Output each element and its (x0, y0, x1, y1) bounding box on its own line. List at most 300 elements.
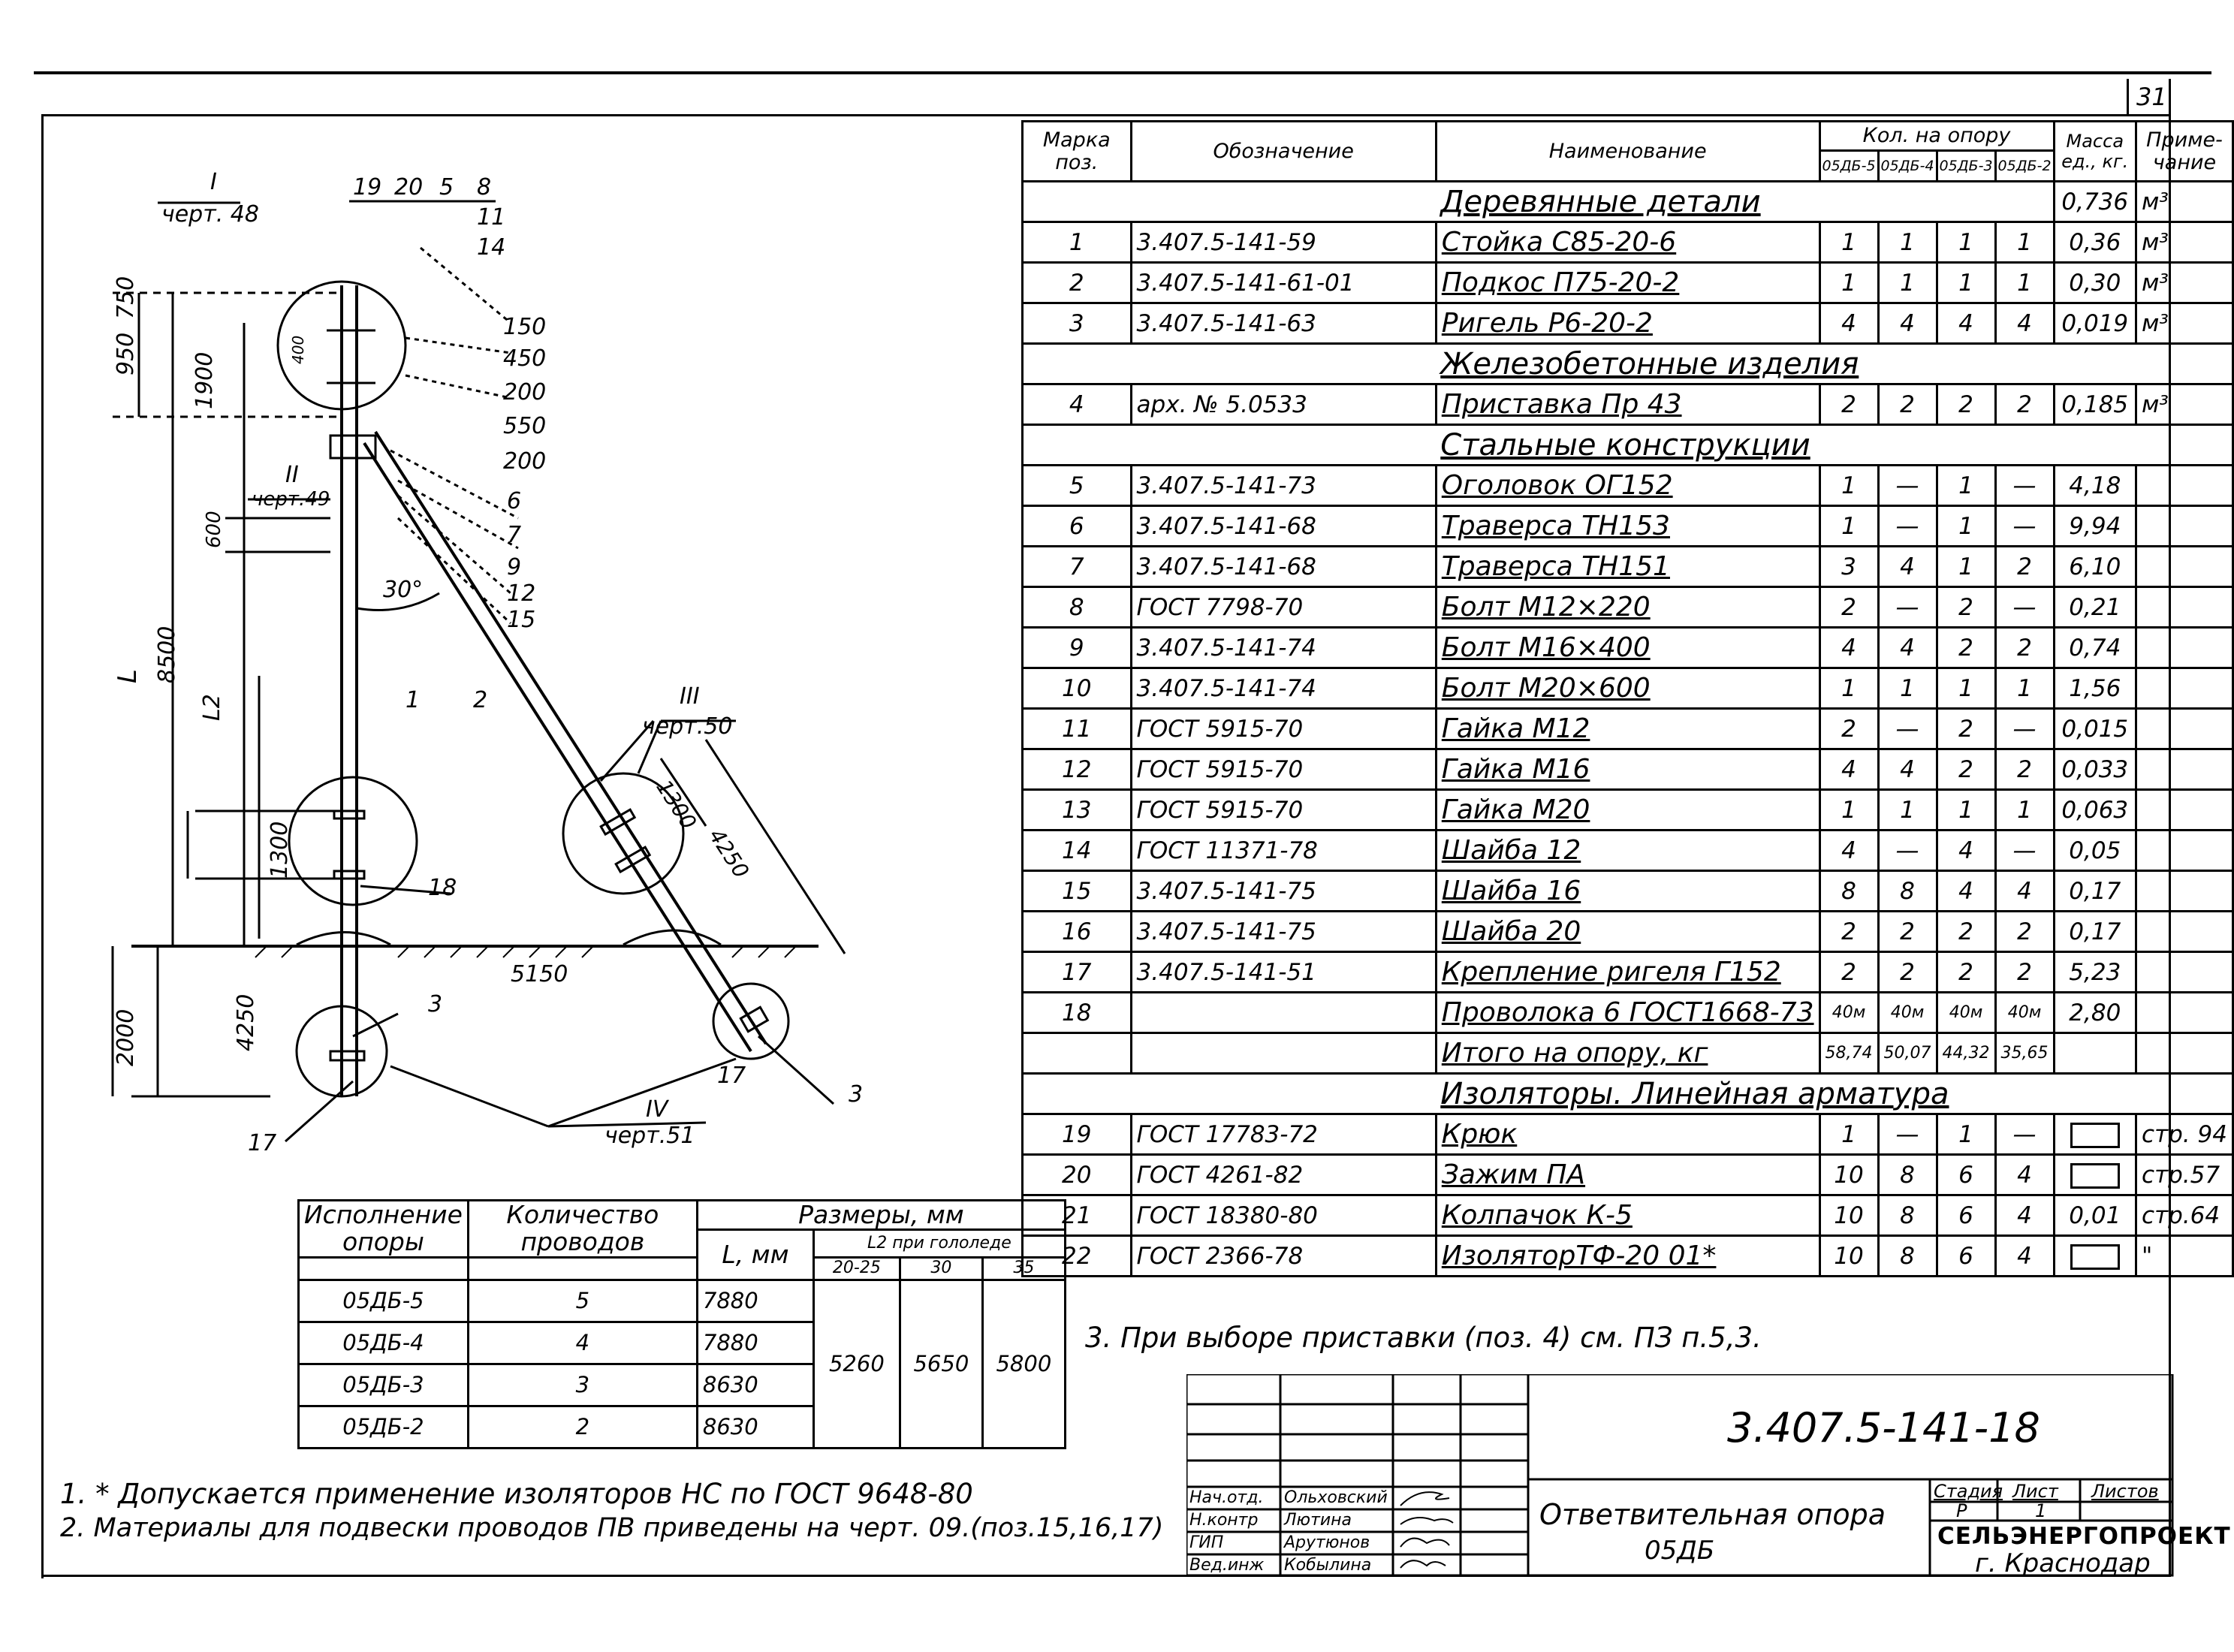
dim-1900: 1900 (191, 351, 218, 409)
cell-pos: 18 (1023, 993, 1132, 1033)
cell-qty: 1 (1937, 263, 1995, 303)
cell-qty: 2 (1878, 952, 1937, 993)
cell-qty: 2 (1819, 952, 1878, 993)
table-row (1023, 547, 2233, 587)
cell-note (2136, 749, 2233, 790)
org-name: СЕЛЬЭНЕРГОПРОЕКТ (1937, 1523, 2231, 1550)
role-3: ГИП (1189, 1533, 1224, 1552)
ice-20-25: 20-25 (813, 1257, 900, 1280)
mark-11: 11 (477, 204, 506, 231)
dim-8500: 8500 (154, 626, 180, 683)
top-mark-8: 8 (477, 174, 492, 200)
cell-mass (2054, 1236, 2136, 1277)
name-1: Ольховский (1284, 1488, 1388, 1507)
cell-pos: 3 (1023, 303, 1132, 344)
cell-qty: 1 (1995, 263, 2054, 303)
h-qty-4: 05ДБ-2 (1995, 151, 2054, 182)
cell-qty: 4 (1878, 628, 1937, 668)
cell-mass: 0,30 (2054, 263, 2136, 303)
table-row (1023, 871, 2233, 912)
cell-pos: 10 (1023, 668, 1132, 709)
h-qty-1: 05ДБ-5 (1819, 151, 1878, 182)
wires-row-4: 2 (468, 1406, 697, 1448)
cell-qty: 2 (1995, 384, 2054, 425)
cell-qty: 2 (1995, 628, 2054, 668)
cell-designation: 3.407.5-141-59 (1131, 222, 1436, 263)
cell-qty: 40м (1937, 993, 1995, 1033)
cell-qty: 4 (1995, 1236, 2054, 1277)
L-header: L, мм (697, 1230, 813, 1280)
cell-qty: 6 (1937, 1155, 1995, 1195)
cell-mass: 0,033 (2054, 749, 2136, 790)
cell-qty: 2 (1995, 912, 2054, 952)
L-row-1: 7880 (697, 1280, 813, 1322)
sheet-value: 1 (2035, 1500, 2047, 1521)
cell-qty: 4 (1937, 871, 1995, 912)
doc-code: 3.407.5-141-18 (1727, 1404, 2040, 1452)
L2-20-25: 5260 (813, 1280, 900, 1448)
cell-note: м³ (2136, 263, 2233, 303)
cell-qty: 2 (1878, 384, 1937, 425)
cell-qty: 8 (1878, 1195, 1937, 1236)
cell-qty: 40м (1878, 993, 1937, 1033)
table-row (1023, 1236, 2233, 1277)
cell-qty: 4 (1995, 871, 2054, 912)
cell-qty: 1 (1819, 222, 1878, 263)
dim-4250-left: 4250 (233, 993, 259, 1051)
table-row (1023, 303, 2233, 344)
callout-II: II (285, 462, 299, 488)
cell-mass: 0,019 (2054, 303, 2136, 344)
cell-qty: 4 (1819, 303, 1878, 344)
cell-qty: 2 (1878, 912, 1937, 952)
cell-name: Ригель Р6-20-2 (1436, 303, 1819, 344)
cell-note: " (2136, 1236, 2233, 1277)
cell-note (2136, 831, 2233, 871)
cell-qty: 58,74 (1819, 1033, 1878, 1074)
cell-qty: — (1995, 466, 2054, 506)
cell-pos: 16 (1023, 912, 1132, 952)
L-row-4: 8630 (697, 1406, 813, 1448)
cell-pos: 20 (1023, 1155, 1132, 1195)
cell-qty: 1 (1937, 506, 1995, 547)
cell-qty: — (1878, 587, 1937, 628)
cell-qty: 2 (1937, 749, 1995, 790)
cell-note: м³ (2136, 303, 2233, 344)
cell-mass: 1,56 (2054, 668, 2136, 709)
section-row (1023, 344, 2233, 384)
cell-note (2136, 547, 2233, 587)
cell-qty: 1 (1937, 1114, 1995, 1155)
cell-qty: 1 (1937, 547, 1995, 587)
dim-750: 750 (113, 276, 139, 319)
cell-pos: 13 (1023, 790, 1132, 831)
cell-qty: 4 (1995, 1195, 2054, 1236)
callout-I: I (210, 169, 217, 195)
table-row (1023, 831, 2233, 871)
cell-note: стр. 94 (2136, 1114, 2233, 1155)
sheet-header: Лист (2012, 1481, 2058, 1502)
cell-qty: 4 (1878, 303, 1937, 344)
cell-qty: 4 (1878, 749, 1937, 790)
cell-pos (1023, 1033, 1132, 1074)
section-row (1023, 1074, 2233, 1114)
dim-1300-left: 1300 (267, 821, 293, 879)
dim-4250-brace: 4250 (704, 824, 754, 883)
cell-designation (1131, 993, 1436, 1033)
callout-IV-ref: черт.51 (604, 1123, 695, 1149)
table-row (1023, 952, 2233, 993)
cell-name: Колпачок К-5 (1436, 1195, 1819, 1236)
table-row (1023, 466, 2233, 506)
cell-qty: 40м (1995, 993, 2054, 1033)
cell-pos: 8 (1023, 587, 1132, 628)
cell-name: Шайба 12 (1436, 831, 1819, 871)
cell-qty: — (1878, 466, 1937, 506)
cell-note (2136, 912, 2233, 952)
section-title: Железобетонные изделия (1436, 344, 2232, 384)
cell-mass: 6,10 (2054, 547, 2136, 587)
cell-qty: — (1995, 1114, 2054, 1155)
cell-name: Шайба 20 (1436, 912, 1819, 952)
right-mark-6: 6 (507, 488, 522, 514)
cell-qty: 6 (1937, 1236, 1995, 1277)
cell-qty: 1 (1937, 668, 1995, 709)
cell-pos: 14 (1023, 831, 1132, 871)
exec-row-2: 05ДБ-4 (299, 1322, 469, 1364)
pos-3-right: 3 (849, 1081, 864, 1108)
title-block (1186, 1374, 2231, 1578)
section-row (1023, 425, 2233, 466)
sheet-number: 31 (2136, 83, 2167, 111)
table-row (1023, 709, 2233, 749)
section-title: Изоляторы. Линейная арматура (1436, 1074, 2232, 1114)
cell-qty: — (1995, 506, 2054, 547)
cell-name: Траверса ТН151 (1436, 547, 1819, 587)
cell-name: Проволока 6 ГОСТ1668-73 (1436, 993, 1819, 1033)
dim-5150: 5150 (511, 961, 568, 987)
cell-pos: 5 (1023, 466, 1132, 506)
cell-qty: 8 (1878, 1236, 1937, 1277)
cell-name: Болт М20×600 (1436, 668, 1819, 709)
cell-qty: 8 (1878, 871, 1937, 912)
cell-qty: 1 (1937, 790, 1995, 831)
cell-name: Болт М16×400 (1436, 628, 1819, 668)
cell-qty: 35,65 (1995, 1033, 2054, 1074)
specification-table (1021, 120, 2234, 1277)
cell-qty: 3 (1819, 547, 1878, 587)
cell-qty: 4 (1995, 1155, 2054, 1195)
cell-mass: 0,36 (2054, 222, 2136, 263)
cell-qty: 10 (1819, 1236, 1878, 1277)
cell-note (2136, 466, 2233, 506)
cell-name: Гайка М20 (1436, 790, 1819, 831)
callout-I-ref: черт. 48 (161, 201, 259, 228)
cell-qty: 1 (1937, 466, 1995, 506)
L-row-3: 8630 (697, 1364, 813, 1406)
cell-qty: — (1878, 506, 1937, 547)
pos-17-left: 17 (248, 1130, 277, 1156)
cell-qty: 1 (1819, 466, 1878, 506)
empty-mass-box (2070, 1244, 2120, 1270)
cell-qty: 50,07 (1878, 1033, 1937, 1074)
table-row (1023, 668, 2233, 709)
exec-header: Исполнение опоры (299, 1201, 469, 1258)
ice-30: 30 (900, 1257, 982, 1280)
right-mark-12: 12 (507, 580, 536, 607)
cell-name: Болт М12×220 (1436, 587, 1819, 628)
cell-name: ИзоляторТФ-20 01* (1436, 1236, 1819, 1277)
cell-qty: 4 (1819, 831, 1878, 871)
table-row (1023, 263, 2233, 303)
callout-IV: IV (646, 1096, 668, 1123)
note-2: 2. Материалы для подвески проводов ПВ приведены на черт. 09.(поз.15,16,17) (60, 1513, 1164, 1543)
cell-name: Шайба 16 (1436, 871, 1819, 912)
cell-qty: — (1995, 709, 2054, 749)
h-qty-3: 05ДБ-3 (1937, 151, 1995, 182)
cell-qty: 2 (1937, 912, 1995, 952)
cell-qty: 1 (1819, 263, 1878, 303)
wires-row-3: 3 (468, 1364, 697, 1406)
name-4: Кобылина (1284, 1556, 1372, 1575)
top-mark-20: 20 (394, 174, 424, 200)
cell-mass: 0,21 (2054, 587, 2136, 628)
table-row (1023, 993, 2233, 1033)
wires-header: Количество проводов (468, 1201, 697, 1258)
cell-mass: 5,23 (2054, 952, 2136, 993)
cell-note (2136, 1033, 2233, 1074)
cell-note (2136, 587, 2233, 628)
cell-qty: 40м (1819, 993, 1878, 1033)
cell-qty: — (1995, 831, 2054, 871)
cell-pos: 15 (1023, 871, 1132, 912)
cell-designation: ГОСТ 11371-78 (1131, 831, 1436, 871)
cell-name: Траверса ТН153 (1436, 506, 1819, 547)
cell-qty: 4 (1878, 547, 1937, 587)
cell-designation: ГОСТ 7798-70 (1131, 587, 1436, 628)
cell-mass (2054, 1033, 2136, 1074)
dim-600: 600 (203, 511, 225, 548)
cell-designation: 3.407.5-141-51 (1131, 952, 1436, 993)
right-dim-550: 550 (503, 413, 547, 439)
note-3: 3. При выборе приставки (поз. 4) см. ПЗ п.5,3. (1085, 1322, 1762, 1354)
dim-950: 950 (113, 332, 139, 375)
cell-name: Гайка М12 (1436, 709, 1819, 749)
cell-mass: 0,01 (2054, 1195, 2136, 1236)
cell-note (2136, 506, 2233, 547)
cell-designation (1131, 1033, 1436, 1074)
cell-qty: 4 (1937, 303, 1995, 344)
cell-name: Стойка С85-20-6 (1436, 222, 1819, 263)
dim-1300-brace: 1300 (651, 775, 701, 834)
cell-qty: 10 (1819, 1195, 1878, 1236)
table-row (1023, 222, 2233, 263)
cell-designation: ГОСТ 18380-80 (1131, 1195, 1436, 1236)
empty-mass-box (2070, 1163, 2120, 1189)
cell-mass: 4,18 (2054, 466, 2136, 506)
pos-18-label: 18 (428, 875, 457, 901)
cell-qty: 44,32 (1937, 1033, 1995, 1074)
cell-qty: 2 (1995, 749, 2054, 790)
table-row (1023, 1195, 2233, 1236)
h-name: Наименование (1436, 122, 1819, 182)
L-row-2: 7880 (697, 1322, 813, 1364)
cell-designation: 3.407.5-141-74 (1131, 628, 1436, 668)
cell-qty: 2 (1937, 709, 1995, 749)
cell-designation: 3.407.5-141-68 (1131, 547, 1436, 587)
cell-qty: 4 (1819, 749, 1878, 790)
stage-header: Стадия (1934, 1481, 2003, 1502)
pos-3-left: 3 (428, 991, 443, 1017)
cell-note (2136, 790, 2233, 831)
cell-pos: 22 (1023, 1236, 1132, 1277)
h-mark: Марка поз. (1023, 122, 1132, 182)
cell-qty: 1 (1937, 222, 1995, 263)
h-qty-2: 05ДБ-4 (1878, 151, 1937, 182)
cell-qty: 2 (1995, 547, 2054, 587)
top-mark-19: 19 (353, 174, 382, 200)
cell-name: Зажим ПА (1436, 1155, 1819, 1195)
cell-note: м³ (2136, 384, 2233, 425)
cell-qty: 6 (1937, 1195, 1995, 1236)
L2-35: 5800 (982, 1280, 1065, 1448)
cell-qty: — (1878, 1114, 1937, 1155)
cell-qty: 1 (1995, 222, 2054, 263)
cell-qty: 1 (1995, 790, 2054, 831)
cell-qty: 2 (1937, 952, 1995, 993)
cell-mass: 0,185 (2054, 384, 2136, 425)
pos-2-label: 2 (473, 687, 488, 713)
cell-qty: — (1878, 709, 1937, 749)
right-dim-450: 450 (503, 345, 547, 372)
title-line-1: Ответвительная опора (1539, 1498, 1886, 1531)
cell-pos: 6 (1023, 506, 1132, 547)
cell-qty: 1 (1995, 668, 2054, 709)
section-title: Деревянные детали (1436, 182, 2054, 222)
cell-designation: ГОСТ 4261-82 (1131, 1155, 1436, 1195)
section-title: Стальные конструкции (1436, 425, 2232, 466)
cell-note: стр.64 (2136, 1195, 2233, 1236)
cell-designation: 3.407.5-141-75 (1131, 871, 1436, 912)
cell-qty: 2 (1819, 709, 1878, 749)
section-mass: 0,736 (2054, 182, 2136, 222)
role-1: Нач.отд. (1189, 1488, 1264, 1507)
cell-pos: 17 (1023, 952, 1132, 993)
cell-qty: — (1878, 831, 1937, 871)
callout-III: III (680, 683, 700, 710)
cell-qty: 1 (1878, 222, 1937, 263)
cell-designation: 3.407.5-141-75 (1131, 912, 1436, 952)
exec-row-4: 05ДБ-2 (299, 1406, 469, 1448)
callout-II-ref: черт.49 (252, 488, 330, 511)
cell-designation: 3.407.5-141-73 (1131, 466, 1436, 506)
cell-qty: 8 (1819, 871, 1878, 912)
cell-pos: 7 (1023, 547, 1132, 587)
cell-pos: 2 (1023, 263, 1132, 303)
cell-qty: 10 (1819, 1155, 1878, 1195)
cell-note (2136, 668, 2233, 709)
table-row (1023, 1155, 2233, 1195)
cell-name: Крепление ригеля Г152 (1436, 952, 1819, 993)
wires-row-1: 5 (468, 1280, 697, 1322)
h-note: Приме- чание (2136, 122, 2233, 182)
execution-table (297, 1199, 1066, 1449)
cell-qty: 2 (1937, 384, 1995, 425)
org-city: г. Краснодар (1975, 1548, 2151, 1578)
ice-35: 35 (982, 1257, 1065, 1280)
table-row (1023, 749, 2233, 790)
table-row (1023, 1114, 2233, 1155)
cell-note (2136, 993, 2233, 1033)
cell-qty: 2 (1937, 628, 1995, 668)
cell-designation: ГОСТ 5915-70 (1131, 749, 1436, 790)
cell-qty: 8 (1878, 1155, 1937, 1195)
h-qty: Кол. на опору (1819, 122, 2054, 151)
cell-note (2136, 871, 2233, 912)
cell-note: стр.57 (2136, 1155, 2233, 1195)
cell-mass: 2,80 (2054, 993, 2136, 1033)
dim-L: L (113, 669, 143, 683)
cell-qty: 1 (1878, 790, 1937, 831)
cell-designation: арх. № 5.0533 (1131, 384, 1436, 425)
pos-17-right: 17 (717, 1063, 746, 1089)
table-row (1023, 912, 2233, 952)
right-mark-7: 7 (507, 522, 522, 548)
cell-mass: 0,05 (2054, 831, 2136, 871)
right-dim-200b: 200 (503, 448, 547, 475)
sheets-header: Листов (2091, 1481, 2159, 1502)
table-row (1023, 506, 2233, 547)
table-row (1023, 384, 2233, 425)
cell-mass (2054, 1114, 2136, 1155)
cell-pos: 1 (1023, 222, 1132, 263)
table-row (1023, 587, 2233, 628)
cell-name: Крюк (1436, 1114, 1819, 1155)
cell-designation: ГОСТ 5915-70 (1131, 790, 1436, 831)
cell-pos: 4 (1023, 384, 1132, 425)
right-mark-9: 9 (507, 554, 522, 580)
cell-note: м³ (2136, 222, 2233, 263)
empty-mass-box (2070, 1123, 2120, 1148)
cell-note (2136, 709, 2233, 749)
role-4: Вед.инж (1189, 1556, 1265, 1575)
cell-designation: 3.407.5-141-61-01 (1131, 263, 1436, 303)
role-2: Н.контр (1189, 1511, 1259, 1530)
right-dim-200a: 200 (503, 379, 547, 405)
cell-designation: ГОСТ 5915-70 (1131, 709, 1436, 749)
cell-name: Приставка Пр 43 (1436, 384, 1819, 425)
table-row (1023, 790, 2233, 831)
top-mark-5: 5 (439, 174, 454, 200)
cell-note (2136, 628, 2233, 668)
cell-mass: 0,015 (2054, 709, 2136, 749)
cell-name: Гайка М16 (1436, 749, 1819, 790)
right-dim-150: 150 (503, 314, 547, 340)
cell-name: Подкос П75-20-2 (1436, 263, 1819, 303)
cell-qty: 2 (1819, 587, 1878, 628)
cell-mass: 0,17 (2054, 912, 2136, 952)
note-1: 1. * Допускается применение изоляторов НС по ГОСТ 9648-80 (60, 1478, 973, 1510)
cell-pos: 12 (1023, 749, 1132, 790)
section-unit: м³ (2136, 182, 2233, 222)
h-designation: Обозначение (1131, 122, 1436, 182)
cell-qty: 1 (1819, 1114, 1878, 1155)
callout-III-ref: черт.50 (642, 713, 733, 740)
L2-30: 5650 (900, 1280, 982, 1448)
cell-designation: 3.407.5-141-74 (1131, 668, 1436, 709)
cell-qty: 1 (1878, 668, 1937, 709)
cell-mass: 0,74 (2054, 628, 2136, 668)
